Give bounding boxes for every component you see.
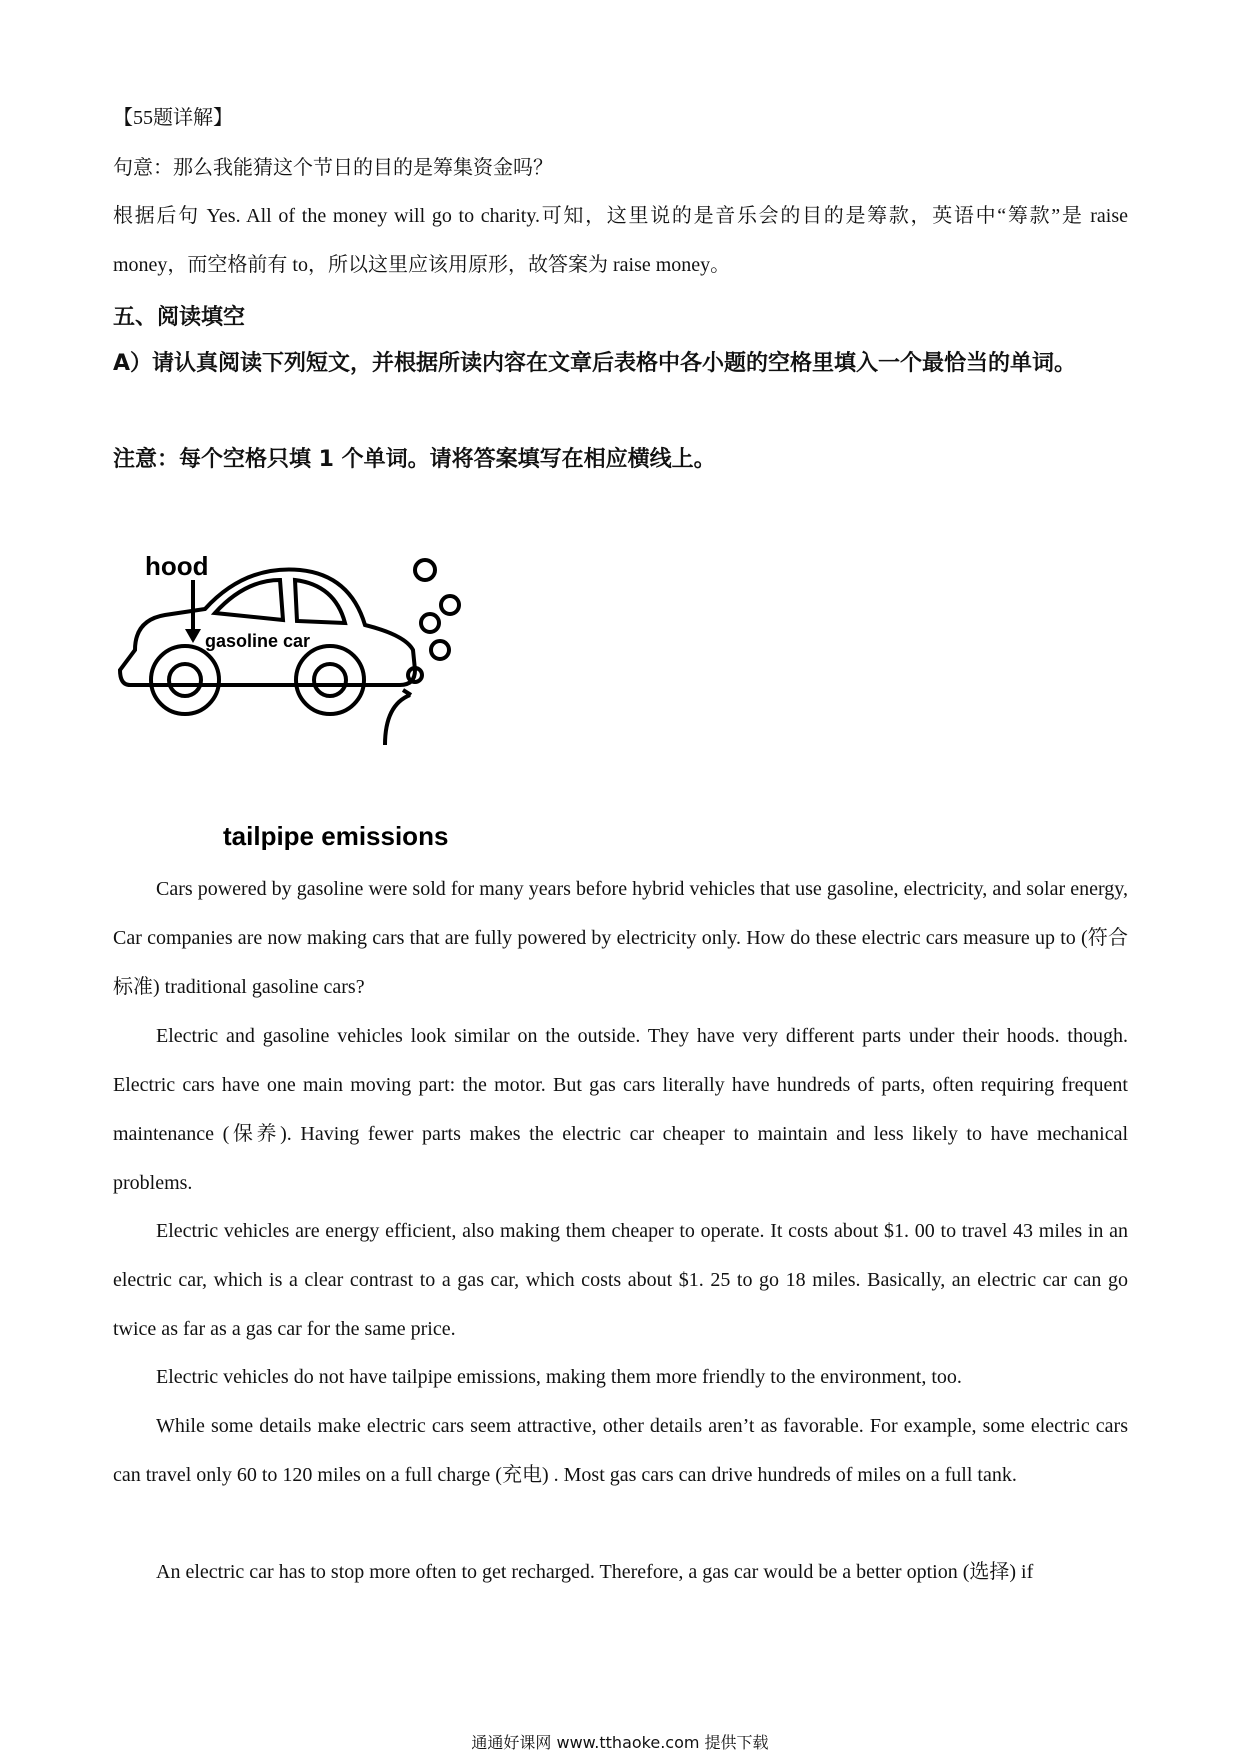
passage-paragraph-5: While some details make electric cars seem attractive, other details aren’t as favorable. For example, some electric cars can travel only 60 to 120 miles on a full charge (充电) . Most gas cars can drive hundreds of miles on a full tank.: [113, 1415, 1128, 1486]
gasoline-car-figure: [115, 545, 505, 850]
part-5-heading: 五、阅读填空: [113, 305, 246, 330]
label-hood: hood: [145, 551, 209, 581]
car-illustration: [115, 545, 505, 850]
passage-paragraph-4: Electric vehicles do not have tailpipe emissions, making them more friendly to the environment, too.: [156, 1366, 962, 1388]
section-55-meaning: 句意：那么我能猜这个节日的目的是筹集资金吗？: [113, 157, 553, 179]
section-55-explanation: 根据后句 Yes. All of the money will go to charity.可知，这里说的是音乐会的目的是筹款，英语中“筹款”是 raise money，而空格前有 to，所以这里应该用原形，故答案为 raise money。: [113, 205, 1128, 276]
section-55-title: 【55题详解】: [113, 107, 233, 129]
part-5-note: 注意：每个空格只填 1 个单词。请将答案填写在相应横线上。: [113, 447, 716, 472]
passage-paragraph-6: An electric car has to stop more often to get recharged. Therefore, a gas car would be a better option (选择) if: [156, 1561, 1034, 1583]
label-gasoline-car: gasoline car: [205, 631, 311, 651]
passage-paragraph-2: Electric and gasoline vehicles look similar on the outside. They have very different parts under their hoods. though. Electric cars have one main moving part: the motor. But gas cars literally have hundreds of parts, often requiring frequent maintenance (保养). Having fewer parts makes the electric car cheaper to maintain and less likely to have mechanical problems.: [113, 1025, 1128, 1194]
passage-paragraph-1: Cars powered by gasoline were sold for many years before hybrid vehicles that use gasoline, electricity, and solar energy, Car companies are now making cars that are fully powered by electricity only. How do these electric cars measure up to (符合标准) traditional gasoline cars?: [113, 878, 1128, 998]
passage-paragraph-3: Electric vehicles are energy efficient, also making them cheaper to operate. It costs about $1. 00 to travel 43 miles in an electric car, which is a clear contrast to a gas car, which costs about $1. 25 to go 18 miles. Basically, an electric car can go twice as far as a gas car for the same price.: [113, 1220, 1128, 1340]
footer-watermark: 通通好课网 www.tthaoke.com 提供下载: [471, 1733, 769, 1752]
part-5-instruction: A）请认真阅读下列短文，并根据所读内容在文章后表格中各小题的空格里填入一个最恰当的单词。: [113, 351, 1077, 376]
label-tailpipe-emissions: tailpipe emissions: [223, 821, 449, 850]
